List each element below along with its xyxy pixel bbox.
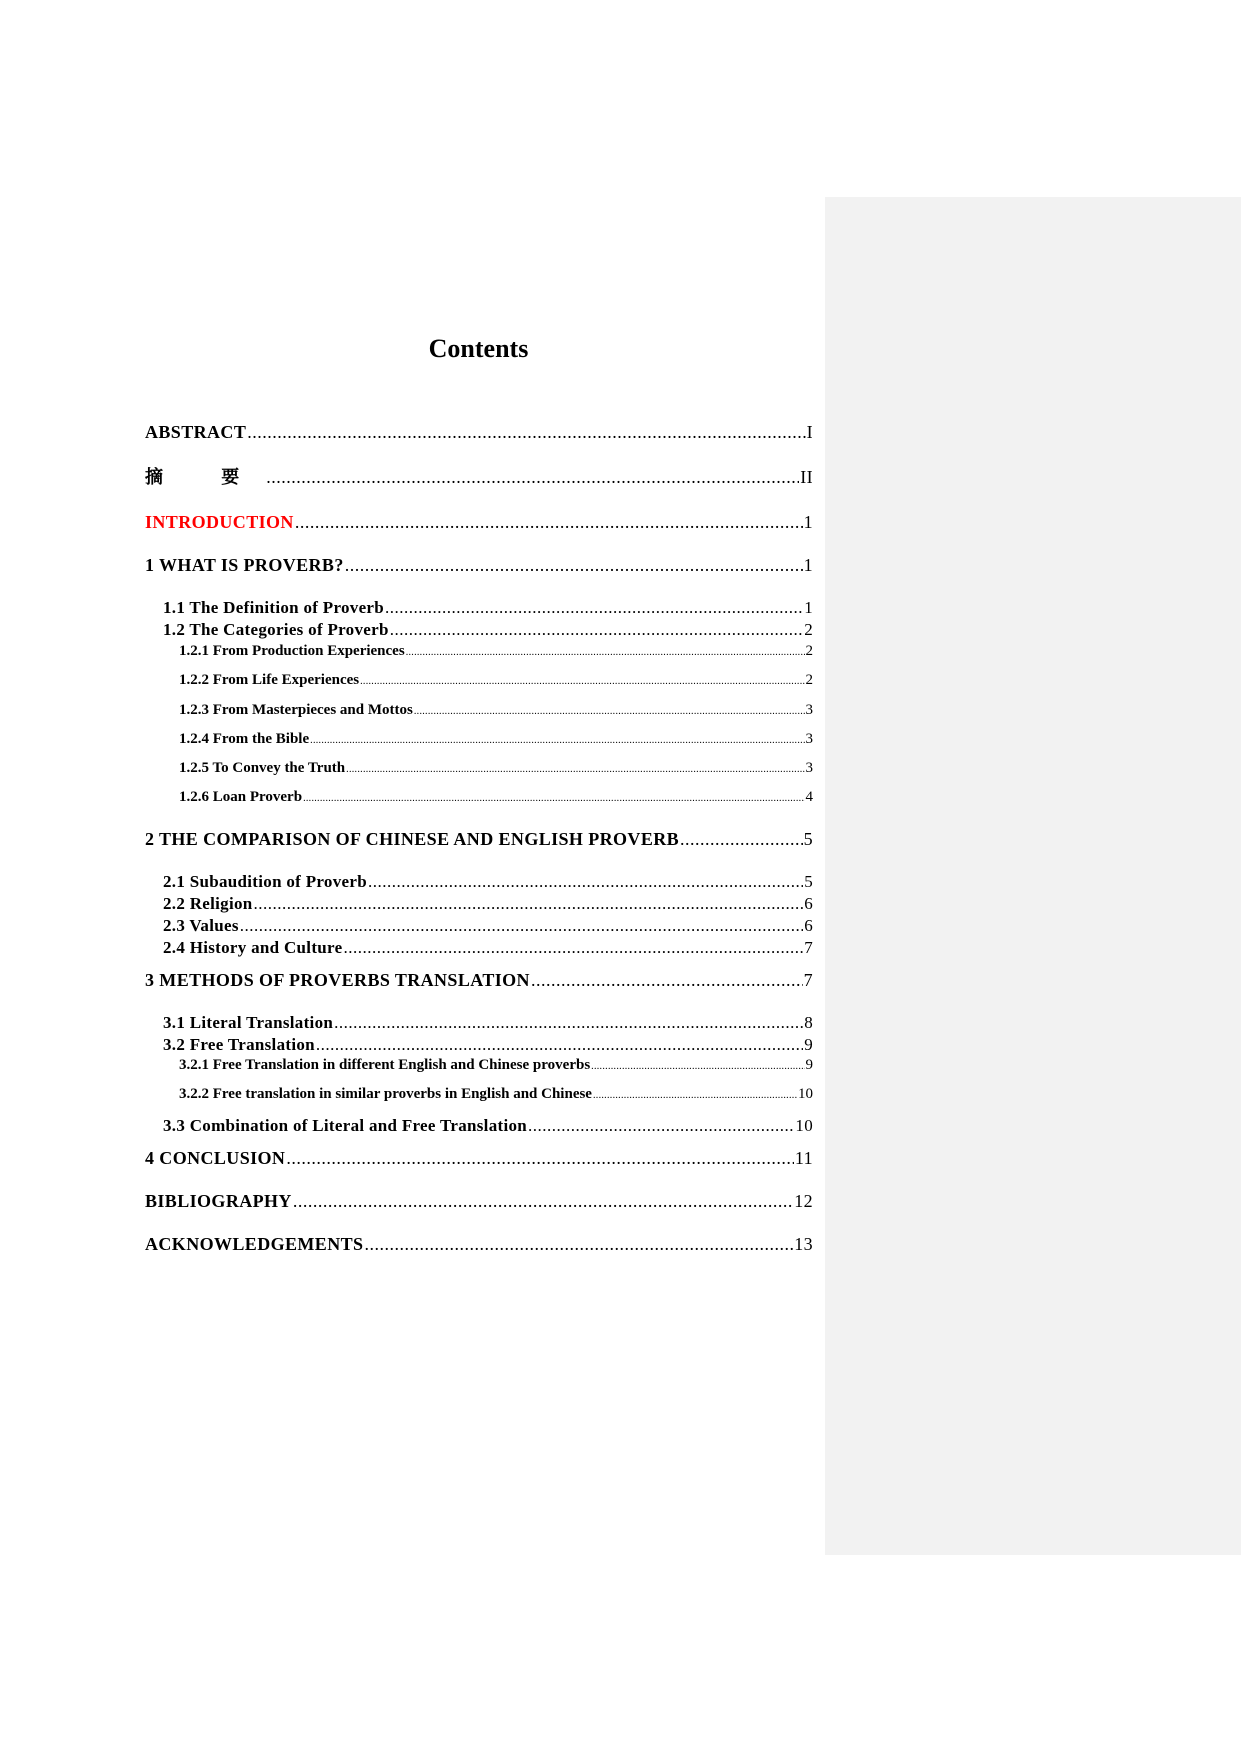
toc-entry-label: 3.2 Free Translation — [163, 1035, 315, 1054]
toc-entry-label: BIBLIOGRAPHY — [145, 1191, 292, 1211]
toc-entry-chapter-2[interactable] — [145, 827, 813, 851]
toc-page-number: 1 — [804, 598, 813, 617]
dot-leader — [528, 1115, 794, 1137]
toc-entry-section-1-2-3[interactable] — [179, 700, 813, 722]
dot-leader — [303, 789, 804, 809]
toc-entry-label: 1.2.1 From Production Experiences — [179, 643, 405, 659]
toc-entry-label: 3 METHODS OF PROVERBS TRANSLATION — [145, 970, 530, 990]
dot-leader — [293, 1189, 793, 1213]
toc-entry-label: 2.3 Values — [163, 916, 239, 935]
toc-entry-label: 1.2.5 To Convey the Truth — [179, 760, 346, 776]
toc-page-number: 1 — [803, 555, 813, 575]
toc-entry-section-2-4[interactable] — [163, 937, 813, 959]
dot-leader — [385, 597, 803, 619]
toc-entry-label: ABSTRACT — [145, 422, 247, 442]
toc-entry-chapter-4[interactable] — [145, 1146, 813, 1170]
toc-entry-label: 4 CONCLUSION — [145, 1148, 286, 1168]
toc-entry-section-1-1[interactable] — [163, 597, 813, 619]
toc-entry-label: ACKNOWLEDGEMENTS — [145, 1234, 364, 1254]
toc-page-number: 3 — [805, 731, 813, 747]
toc-page-number: 9 — [805, 1057, 813, 1073]
dot-leader — [254, 893, 804, 915]
toc-entry-section-2-2[interactable] — [163, 893, 813, 915]
toc-page-number: 10 — [795, 1116, 813, 1135]
toc-entry-label: INTRODUCTION — [145, 512, 294, 532]
dot-leader — [414, 702, 805, 722]
dot-leader — [266, 465, 799, 489]
toc-entry-label: 1.2.6 Loan Proverb — [179, 789, 303, 805]
toc-entry-chapter-1[interactable] — [145, 553, 813, 577]
toc-entry-label: 3.3 Combination of Literal and Free Translation — [163, 1116, 528, 1135]
toc-entry-chapter-3[interactable] — [145, 968, 813, 992]
dot-leader — [295, 510, 803, 534]
toc-entry-section-3-2-2[interactable] — [179, 1084, 813, 1106]
toc-page-number: 3 — [805, 760, 813, 776]
comment-pane — [825, 197, 1241, 1555]
toc-entry-label: 1.2.4 From the Bible — [179, 731, 310, 747]
toc-entry-introduction[interactable] — [145, 510, 813, 534]
toc-entry-section-3-3[interactable] — [163, 1115, 813, 1137]
dot-leader — [286, 1146, 794, 1170]
toc-page-number: 5 — [803, 829, 813, 849]
toc-entry-abstract[interactable] — [145, 420, 813, 444]
toc-page-number: 5 — [804, 872, 813, 891]
page-title: Contents — [428, 334, 529, 363]
toc-page-number: 3 — [805, 702, 813, 718]
toc-entry-label: 3.2.1 Free Translation in different English and Chinese proverbs — [179, 1057, 591, 1073]
toc-entry-label: 2.4 History and Culture — [163, 938, 343, 957]
dot-leader — [680, 827, 803, 851]
toc-page-number: 6 — [804, 916, 813, 935]
toc-entry-label: 2.2 Religion — [163, 894, 253, 913]
toc-page-number: I — [806, 422, 813, 442]
toc-page-number: 13 — [794, 1234, 813, 1254]
toc-page-number: 9 — [804, 1035, 813, 1054]
toc-page-number: 7 — [803, 970, 813, 990]
dot-leader — [316, 1034, 803, 1056]
toc-page-number: 7 — [804, 938, 813, 957]
toc-entry-label: 1 WHAT IS PROVERB? — [145, 555, 344, 575]
dot-leader — [591, 1057, 804, 1077]
toc-entry-label: 2 THE COMPARISON OF CHINESE AND ENGLISH PROVERB — [145, 829, 680, 849]
toc-entry-section-2-3[interactable] — [163, 915, 813, 937]
toc-entry-label: 1.2.2 From Life Experiences — [179, 672, 360, 688]
dot-leader — [346, 760, 804, 780]
toc-entry-section-2-1[interactable] — [163, 871, 813, 893]
toc-entry-label: 摘 要 — [145, 467, 266, 488]
dot-leader — [334, 1012, 803, 1034]
dot-leader — [240, 915, 803, 937]
toc-entry-section-1-2-2[interactable] — [179, 670, 813, 692]
toc-entry-label: 3.2.2 Free translation in similar proverbs in English and Chinese — [179, 1086, 592, 1102]
toc-page-number: 2 — [804, 620, 813, 639]
toc-entry-section-1-2-4[interactable] — [179, 729, 813, 751]
dot-leader — [343, 937, 803, 959]
toc-entry-section-3-2[interactable] — [163, 1034, 813, 1056]
dot-leader — [390, 619, 803, 641]
toc-entry-section-1-2-6[interactable] — [179, 787, 813, 809]
toc-entry-section-3-2-1[interactable] — [179, 1055, 813, 1077]
toc-entry-abstract-chinese[interactable] — [145, 465, 813, 490]
toc-entry-section-1-2-5[interactable] — [179, 758, 813, 780]
toc-page-number: 2 — [805, 643, 813, 659]
dot-leader — [406, 643, 805, 663]
toc-entry-label: 1.1 The Definition of Proverb — [163, 598, 385, 617]
toc-page-number: II — [800, 467, 813, 487]
toc-entry-section-1-2[interactable] — [163, 619, 813, 641]
toc-entry-section-1-2-1[interactable] — [179, 641, 813, 663]
toc-entry-label: 1.2.3 From Masterpieces and Mottos — [179, 702, 413, 718]
toc-entry-label: 1.2 The Categories of Proverb — [163, 620, 389, 639]
dot-leader — [531, 968, 803, 992]
toc-page-number: 12 — [794, 1191, 813, 1211]
toc-page-number: 1 — [803, 512, 813, 532]
dot-leader — [368, 871, 803, 893]
dot-leader — [593, 1086, 797, 1106]
toc-page-number: 8 — [804, 1013, 813, 1032]
dot-leader — [360, 672, 804, 692]
toc-entry-label: 2.1 Subaudition of Proverb — [163, 872, 367, 891]
toc-page-number: 2 — [805, 672, 813, 688]
dot-leader — [247, 420, 805, 444]
toc-entry-label: 3.1 Literal Translation — [163, 1013, 334, 1032]
toc-page-number: 6 — [804, 894, 813, 913]
toc-entry-bibliography[interactable] — [145, 1189, 813, 1213]
dot-leader — [345, 553, 803, 577]
toc-page-number: 10 — [798, 1086, 813, 1102]
toc-entry-section-3-1[interactable] — [163, 1012, 813, 1034]
toc-page-number: 11 — [794, 1148, 813, 1168]
dot-leader — [364, 1232, 793, 1256]
toc-entry-acknowledgements[interactable] — [145, 1232, 813, 1256]
dot-leader — [310, 731, 804, 751]
toc-page-number: 4 — [805, 789, 813, 805]
